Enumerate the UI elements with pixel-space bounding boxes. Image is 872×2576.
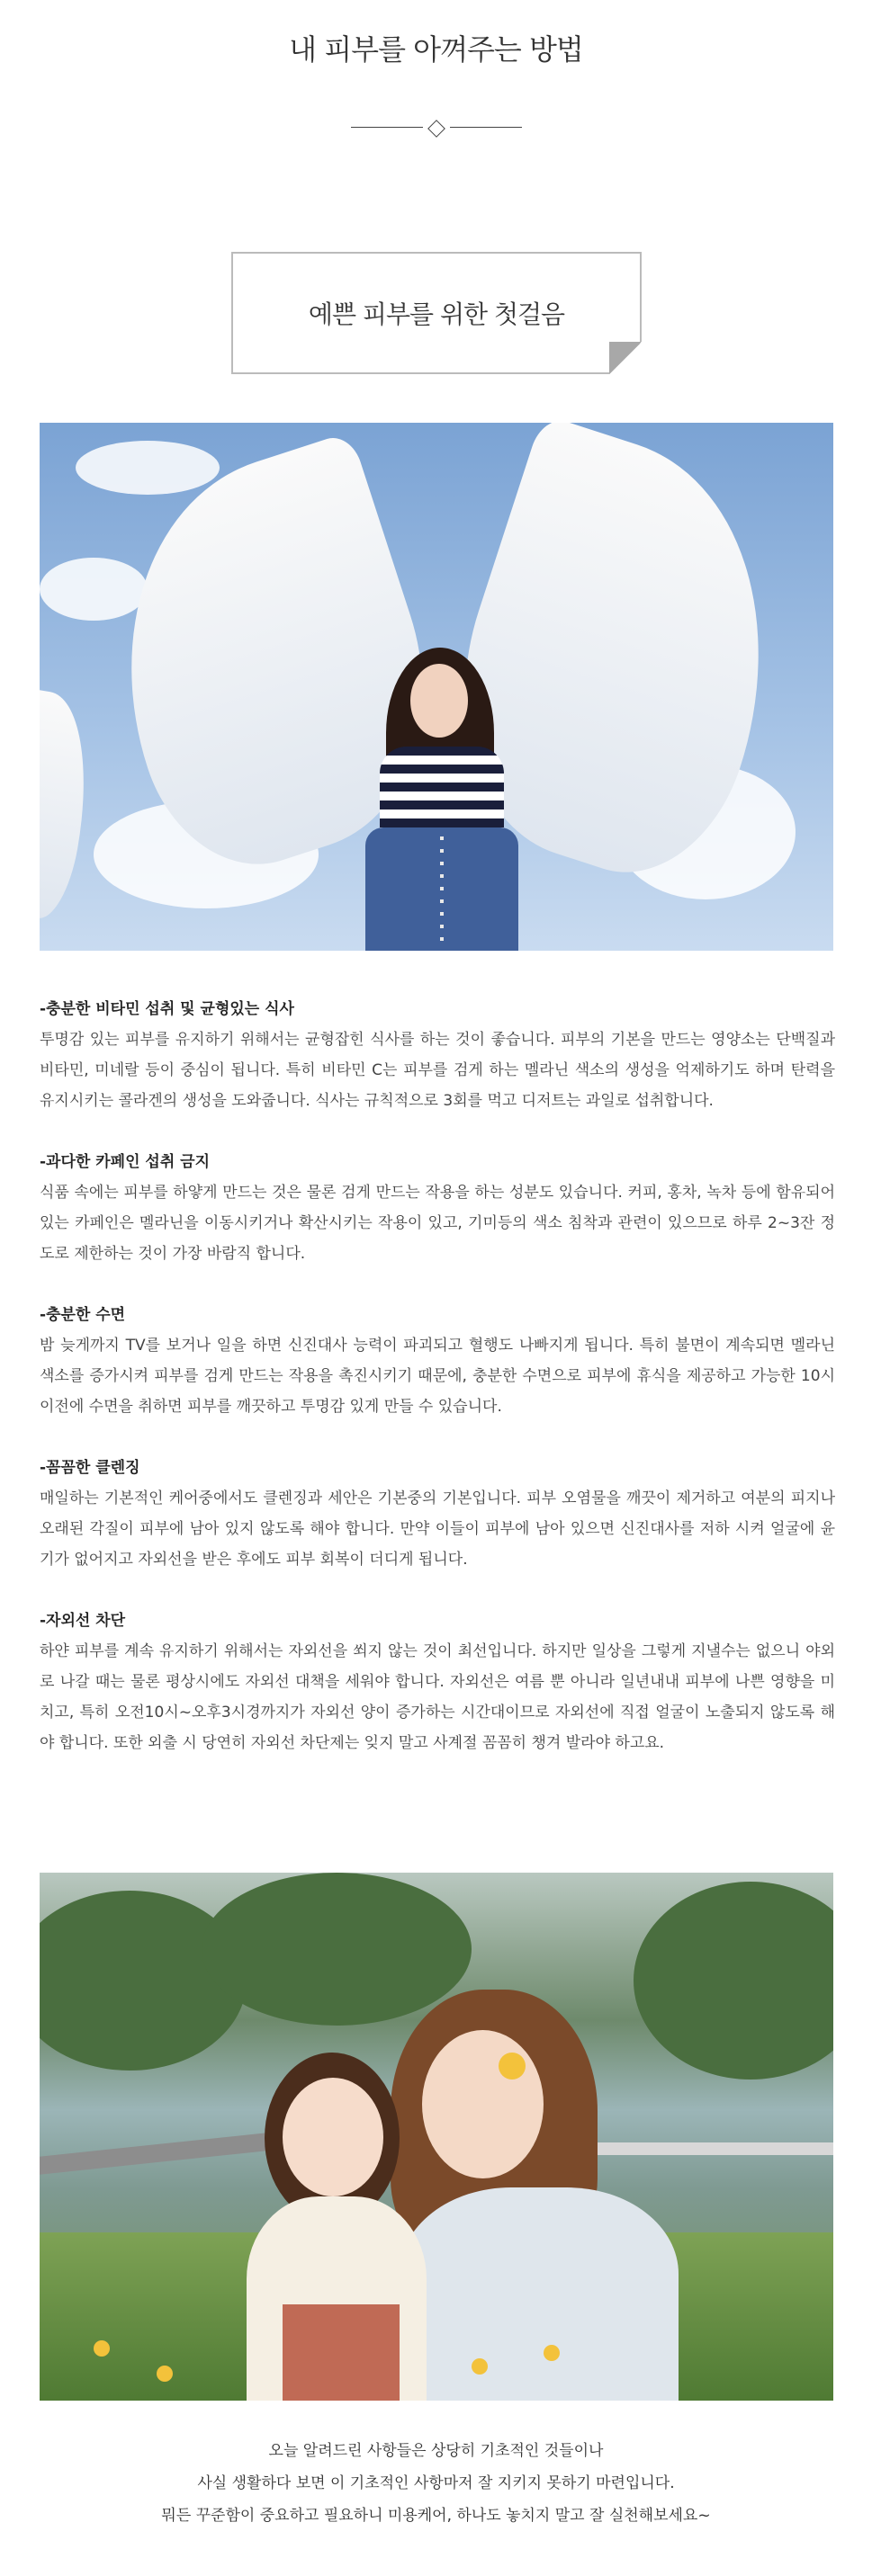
title-divider: [351, 120, 522, 136]
closing-line: 뭐든 꾸준함이 중요하고 필요하니 미용케어, 하나도 놓치지 말고 잘 실천해보세요~: [161, 2507, 711, 2525]
mother-face: [422, 2030, 544, 2178]
section-paragraph: 밤 늦게까지 TV를 보거나 일을 하면 신진대사 능력이 파괴되고 혈행도 나빠지게 됩니다. 특히 불면이 계속되면 멜라닌 색소를 증가시켜 피부를 검게 만드는 작용을 촉진시키기 때문에, 충분한 수면으로 피부에 휴식을 제공하고 가능한 10시 이전에 수면을 취하면 피부를 깨끗하고 투명감 있게 만들 수 있습니다.: [40, 1337, 835, 1416]
closing-line: 오늘 알려드린 사항들은 상당히 기초적인 것들이나: [268, 2442, 604, 2460]
divider-line-right: [450, 127, 522, 128]
cloud: [40, 558, 148, 621]
hair-flower: [499, 2053, 526, 2080]
section-heading: -충분한 수면: [40, 1306, 126, 1324]
section-heading: -자외선 차단: [40, 1612, 126, 1630]
skirt-buttons: [440, 836, 444, 949]
section-cleansing: [40, 1453, 835, 1575]
section-vitamin: [40, 994, 835, 1116]
striped-top: [380, 747, 504, 836]
section-caffeine: [40, 1147, 835, 1269]
section-paragraph: 투명감 있는 피부를 유지하기 위해서는 균형잡힌 식사를 하는 것이 좋습니다. 피부의 기본을 만드는 영양소는 단백질과 비타민, 미네랄 등이 중심이 됩니다. 특히 비타민 C는 피부를 검게 하는 멜라닌 색소의 생성을 억제하기도 하며 탄력을 유지시키는 콜라겐의 생성을 도와줍니다. 식사는 규칙적으로 3회를 먹고 디저트는 과일로 섭취합니다.: [40, 1031, 835, 1110]
yellow-flower: [94, 2340, 110, 2357]
section-sleep: [40, 1300, 835, 1422]
article-body: [40, 994, 835, 1789]
daughter-skirt: [283, 2304, 400, 2401]
page-fold-corner: [609, 342, 642, 374]
angel-wings-photo: [40, 423, 833, 951]
closing-line: 사실 생활하다 보면 이 기초적인 사항마저 잘 지키지 못하기 마련입니다.: [197, 2474, 675, 2492]
divider-line-left: [351, 127, 423, 128]
subtitle-box: [231, 252, 642, 374]
diamond-icon: [427, 120, 445, 138]
section-paragraph: 매일하는 기본적인 케어중에서도 클렌징과 세안은 기본중의 기본입니다. 피부 오염물을 깨끗이 제거하고 여분의 피지나 오래된 각질이 피부에 남아 있지 않도록 해야 합니다. 만약 이들이 피부에 남아 있으면 신진대사를 저하 시켜 얼굴에 윤기가 없어지고 자외선을 받은 후에도 피부 회복이 더디게 됩니다.: [40, 1489, 835, 1569]
section-uv: [40, 1606, 835, 1758]
section-paragraph: 식품 속에는 피부를 하얗게 만드는 것은 물론 검게 만드는 작용을 하는 성분도 있습니다. 커피, 홍차, 녹차 등에 함유되어 있는 카페인은 멜라닌을 이동시키거나 확산시키는 작용이 있고, 기미등의 색소 침착과 관련이 있으므로 하루 2~3잔 정도로 제한하는 것이 가장 바람직 합니다.: [40, 1184, 835, 1263]
small-wing: [40, 687, 103, 923]
yellow-flower: [157, 2366, 173, 2382]
tree: [202, 1873, 472, 2026]
tree: [634, 1882, 833, 2080]
section-heading: -충분한 비타민 섭취 및 균형있는 식사: [40, 1000, 294, 1018]
section-paragraph: 하얀 피부를 계속 유지하기 위해서는 자외선을 쐬지 않는 것이 최선입니다. 하지만 일상을 그렇게 지낼수는 없으니 야외로 나갈 때는 물론 평상시에도 자외선 대책을 세워야 합니다. 자외선은 여름 뿐 아니라 일년내내 피부에 나쁜 영향을 미치고, 특히 오전10시~오후3시경까지가 자외선 양이 증가하는 시간대이므로 자외선에 직접 얼굴이 노출되지 않도록 해야 합니다. 또한 외출 시 당연히 자외선 차단제는 잊지 말고 사계절 꼼꼼히 챙겨 발라야 하고요.: [40, 1642, 835, 1752]
daughter-face: [283, 2078, 383, 2196]
closing-message: [0, 2435, 872, 2532]
mother-daughter-photo: [40, 1873, 833, 2401]
section-heading: -꼼꼼한 클렌징: [40, 1459, 140, 1477]
yellow-flower: [544, 2345, 560, 2361]
subtitle-text: 예쁜 피부를 위한 첫걸음: [308, 300, 565, 329]
mother-dress: [400, 2187, 679, 2401]
section-heading: -과다한 카페인 섭취 금지: [40, 1153, 211, 1171]
page-title: 내 피부를 아껴주는 방법: [289, 32, 583, 67]
woman-face: [410, 664, 468, 738]
yellow-flower: [472, 2358, 488, 2375]
cloud: [76, 441, 220, 495]
